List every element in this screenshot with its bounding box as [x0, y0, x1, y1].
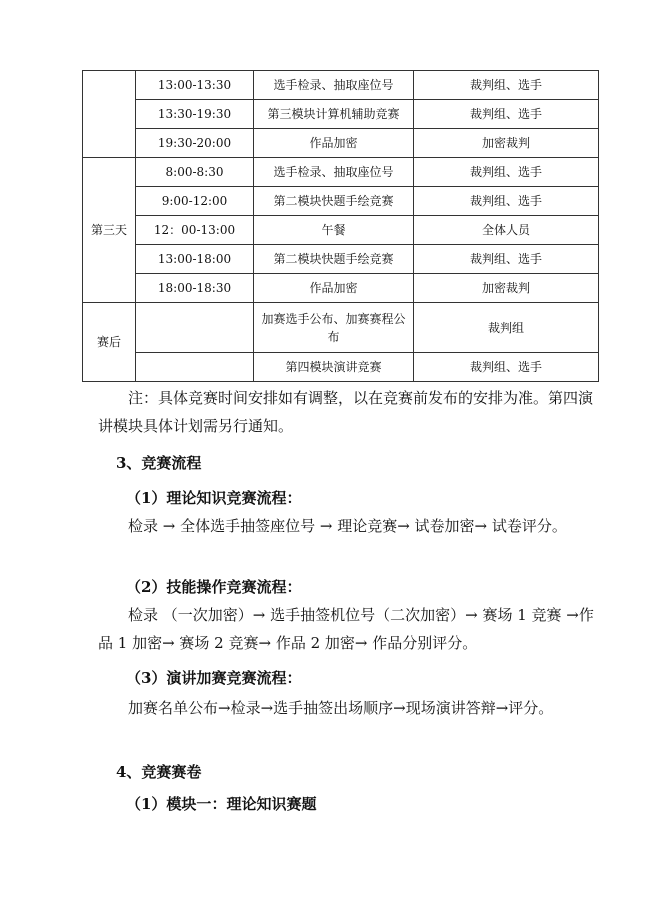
- time-cell: 8:00-8:30: [136, 158, 254, 187]
- people-cell: 裁判组、选手: [414, 158, 599, 187]
- item-cell: 第二模块快题手绘竞赛: [254, 187, 414, 216]
- day-cell: [83, 71, 136, 158]
- people-cell: 裁判组: [414, 303, 599, 353]
- table-row: [83, 216, 599, 245]
- item-cell: 第三模块计算机辅助竞赛: [254, 100, 414, 129]
- people-cell: 加密裁判: [414, 274, 599, 303]
- section-3-heading: 3、竞赛流程: [116, 454, 202, 472]
- table-row: [83, 71, 599, 100]
- section-3-3-title: （3）演讲加赛竞赛流程：: [126, 669, 302, 687]
- table-row: [83, 187, 599, 216]
- time-cell: 19:30-20:00: [136, 129, 254, 158]
- item-cell: 午餐: [254, 216, 414, 245]
- item-cell: 加赛选手公布、加赛赛程公布: [254, 303, 414, 353]
- people-cell: 裁判组、选手: [414, 71, 599, 100]
- day-cell: 赛后: [83, 303, 136, 382]
- section-4-heading: 4、竞赛赛卷: [116, 763, 202, 781]
- time-cell: 13:30-19:30: [136, 100, 254, 129]
- schedule-note: 注：具体竞赛时间安排如有调整，以在竞赛前发布的安排为准。第四演讲模块具体计划需另行通知。: [98, 389, 594, 435]
- item-cell: 选手检录、抽取座位号: [254, 158, 414, 187]
- schedule-table: [82, 70, 599, 382]
- people-cell: 裁判组、选手: [414, 245, 599, 274]
- table-row: [83, 100, 599, 129]
- section-3-3-body: 加赛名单公布→检录→选手抽签出场顺序→现场演讲答辩→评分。: [128, 699, 554, 717]
- section-3-1-body: 检录 → 全体选手抽签座位号 → 理论竞赛→ 试卷加密→ 试卷评分。: [128, 517, 567, 535]
- time-cell: 13:00-18:00: [136, 245, 254, 274]
- section-3-1-title: （1）理论知识竞赛流程：: [126, 489, 302, 507]
- table-row: [83, 245, 599, 274]
- time-cell: [136, 303, 254, 353]
- time-cell: 12：00-13:00: [136, 216, 254, 245]
- time-cell: [136, 353, 254, 382]
- people-cell: 裁判组、选手: [414, 100, 599, 129]
- people-cell: 裁判组、选手: [414, 353, 599, 382]
- section-3-2-body: 检录 （一次加密）→ 选手抽签机位号（二次加密）→ 赛场 1 竞赛 →作品 1 加密→ 赛场 2 竞赛→ 作品 2 加密→ 作品分别评分。: [98, 606, 594, 652]
- table-row: [83, 129, 599, 158]
- table-row: [83, 274, 599, 303]
- day-cell: 第三天: [83, 158, 136, 303]
- time-cell: 13:00-13:30: [136, 71, 254, 100]
- item-cell: 第二模块快题手绘竞赛: [254, 245, 414, 274]
- table-row: [83, 353, 599, 382]
- table-row: [83, 158, 599, 187]
- section-3-2-title: （2）技能操作竞赛流程：: [126, 578, 302, 596]
- people-cell: 加密裁判: [414, 129, 599, 158]
- time-cell: 9:00-12:00: [136, 187, 254, 216]
- item-cell: 作品加密: [254, 274, 414, 303]
- time-cell: 18:00-18:30: [136, 274, 254, 303]
- people-cell: 裁判组、选手: [414, 187, 599, 216]
- item-cell: 选手检录、抽取座位号: [254, 71, 414, 100]
- table-row: [83, 303, 599, 353]
- item-cell: 作品加密: [254, 129, 414, 158]
- section-4-1-title: （1）模块一：理论知识赛题: [126, 795, 317, 813]
- item-cell: 第四模块演讲竞赛: [254, 353, 414, 382]
- people-cell: 全体人员: [414, 216, 599, 245]
